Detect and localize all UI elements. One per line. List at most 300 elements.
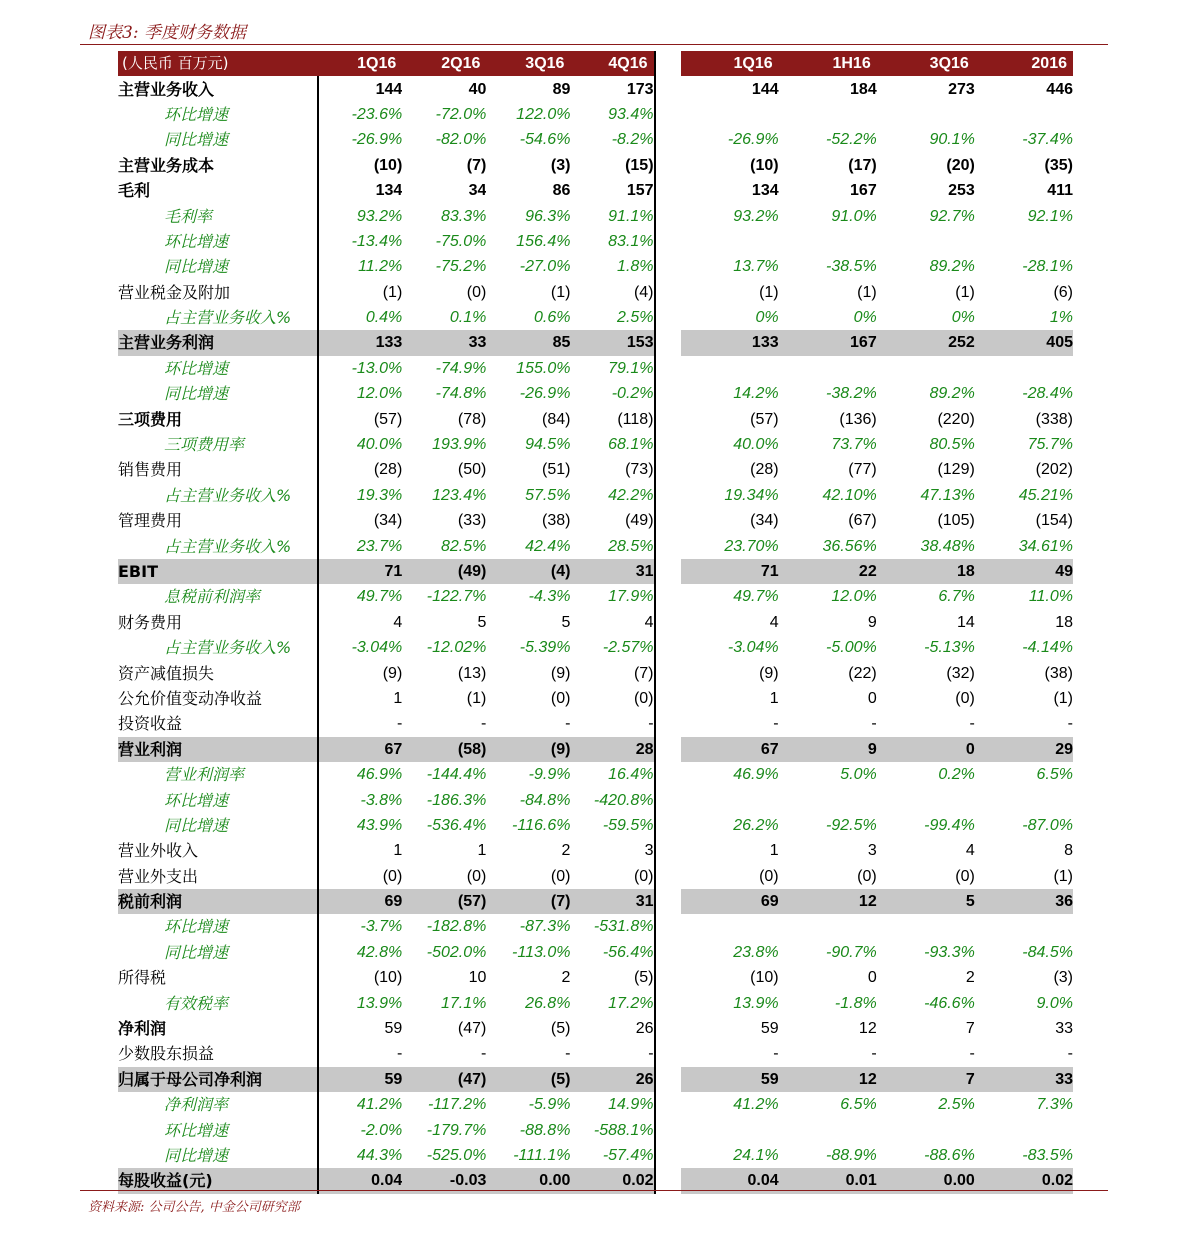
period-value-cell: 26.2% [733,816,779,834]
quarter-value-cell: 1 [477,842,487,860]
row-label: 环比增速 [118,229,318,254]
quarter-value-cell: -3.8% [360,791,403,809]
period-value-cell: -4.14% [1022,639,1073,657]
period-value-cell: 23.8% [733,943,779,961]
quarter-value-cell: -57.4% [602,1146,654,1164]
period-value-cell: (154) [1035,512,1073,530]
period-value-cell: (34) [750,512,779,530]
quarter-value-cell: 156.4% [516,232,571,250]
quarter-value-cell: 42.2% [608,486,654,504]
table-row [118,508,1073,533]
quarter-value-cell: 69 [318,889,402,914]
header-period: 1H16 [779,51,877,76]
period-value-cell: -3.04% [727,639,779,657]
quarter-value-cell: -531.8% [593,918,654,936]
period-value-cell: 33 [975,1067,1073,1092]
quarter-value-cell: (57) [402,889,486,914]
period-value-cell: (1) [759,283,779,301]
period-value-cell: -37.4% [1022,131,1073,149]
period-value-cell [877,1117,975,1142]
quarter-value-cell: 13.9% [356,994,403,1012]
period-value-cell: (17) [848,156,877,174]
quarter-value-cell: -59.5% [602,816,654,834]
quarter-value-cell: 1 [393,689,403,707]
quarter-value-cell: (9) [382,664,403,682]
quarter-value-cell: -27.0% [519,258,571,276]
row-label: 净利润 [118,1016,318,1041]
table-row [118,533,1073,558]
period-value-cell: - [773,715,779,733]
quarter-value-cell: 16.4% [608,766,654,784]
quarter-value-cell: -0.2% [611,385,654,403]
period-value-cell: 47.13% [920,486,975,504]
quarter-value-cell: (57) [373,410,403,428]
quarter-value-cell: - [565,1045,571,1063]
header-quarter: 4Q16 [570,51,654,76]
table-row [118,76,1073,101]
title-divider [80,44,1108,45]
period-value-cell [779,787,877,812]
quarter-value-cell: 44.3% [356,1146,403,1164]
quarter-value-cell: 40 [468,80,487,98]
period-value-cell: (0) [955,689,975,707]
column-gap [655,280,681,305]
period-value-cell: - [969,715,975,733]
quarter-value-cell: 71 [318,559,402,584]
table-row [118,711,1073,736]
table-row [118,787,1073,812]
quarter-value-cell: 28 [570,737,654,762]
row-label: 同比增速 [118,940,318,965]
quarter-value-cell: (0) [633,689,654,707]
quarter-value-cell: 93.2% [356,207,403,225]
period-value-cell: 0.00 [877,1168,975,1193]
period-value-cell: -38.5% [826,258,877,276]
row-label: 所得税 [118,965,318,990]
column-gap [655,686,681,711]
period-value-cell: 446 [1046,80,1073,98]
quarter-value-cell: -74.9% [435,359,487,377]
period-value-cell: 0.04 [681,1168,779,1193]
period-value-cell: 9 [779,737,877,762]
period-value-cell: 11.0% [1028,588,1073,606]
column-gap [655,914,681,939]
period-value-cell: 40.0% [733,436,779,454]
quarter-value-cell: 0.02 [570,1168,654,1193]
period-value-cell: 0% [853,309,877,327]
table-row [118,1016,1073,1041]
column-gap [655,787,681,812]
period-value-cell: (67) [848,512,877,530]
period-value-cell: 18 [1055,613,1073,631]
row-label: 营业税金及附加 [118,280,318,305]
period-value-cell [877,229,975,254]
quarter-value-cell: -9.9% [528,766,571,784]
quarter-value-cell: 2.5% [617,309,654,327]
column-gap [655,533,681,558]
period-value-cell: 92.1% [1027,207,1073,225]
row-label: 税前利润 [118,889,318,914]
period-value-cell [975,787,1073,812]
quarter-value-cell: 82.5% [440,537,487,555]
column-gap [655,889,681,914]
table-row [118,102,1073,127]
period-value-cell: 89.2% [929,258,975,276]
table-row [118,203,1073,228]
period-value-cell [779,914,877,939]
table-row [118,305,1073,330]
period-value-cell: 91.0% [831,207,877,225]
column-gap [655,838,681,863]
row-label: 少数股东损益 [118,1041,318,1066]
table-row [118,280,1073,305]
quarter-value-cell: (4) [486,559,570,584]
column-gap [655,990,681,1015]
period-value-cell: 7.3% [1036,1096,1073,1114]
column-gap [655,203,681,228]
quarter-value-cell: -13.4% [351,232,403,250]
period-value-cell [975,102,1073,127]
period-value-cell: 59 [681,1067,779,1092]
quarter-value-cell: -179.7% [426,1121,487,1139]
quarter-value-cell: 42.4% [525,537,571,555]
column-gap [655,737,681,762]
period-value-cell: 13.9% [733,994,779,1012]
column-gap [655,76,681,101]
period-value-cell: 12 [779,1067,877,1092]
column-gap [655,330,681,355]
table-row [118,1067,1073,1092]
table-row [118,813,1073,838]
column-gap [655,406,681,431]
quarter-value-cell: 42.8% [356,943,403,961]
quarter-value-cell: (7) [633,664,654,682]
period-value-cell [877,787,975,812]
quarter-value-cell: 5 [561,613,571,631]
quarter-value-cell: (0) [550,867,571,885]
quarter-value-cell: 83.3% [440,207,487,225]
quarter-value-cell: 85 [486,330,570,355]
quarter-value-cell: 134 [375,182,403,200]
quarter-value-cell: -116.6% [512,816,571,834]
period-value-cell: (9) [759,664,779,682]
column-gap [655,229,681,254]
financial-table [118,51,1073,1194]
quarter-value-cell: (1) [550,283,571,301]
quarter-value-cell: (49) [625,512,654,530]
header-period: 3Q16 [877,51,975,76]
period-value-cell: 252 [877,330,975,355]
column-gap [655,178,681,203]
period-value-cell: - [969,1045,975,1063]
period-value-cell [779,229,877,254]
quarter-value-cell: -26.9% [351,131,403,149]
period-value-cell: (1) [1053,689,1073,707]
column-gap [655,1143,681,1168]
table-row [118,889,1073,914]
quarter-value-cell: - [648,715,654,733]
quarter-value-cell: (38) [541,512,571,530]
column-gap [655,305,681,330]
quarter-value-cell: -5.39% [519,639,571,657]
header-period: 1Q16 [681,51,779,76]
period-value-cell: (3) [1053,969,1073,987]
table-row [118,153,1073,178]
quarter-value-cell: 155.0% [516,359,571,377]
quarter-value-cell: 10 [468,969,487,987]
period-value-cell: 6.7% [938,588,975,606]
table-row [118,610,1073,635]
quarter-value-cell: - [481,1045,487,1063]
period-value-cell: 9 [867,613,877,631]
period-value-cell: 73.7% [831,436,877,454]
period-value-cell: -93.3% [924,943,975,961]
period-value-cell [681,1117,779,1142]
period-value-cell: 29 [975,737,1073,762]
table-row [118,940,1073,965]
period-value-cell: 2.5% [938,1096,975,1114]
quarter-value-cell: (10) [373,969,403,987]
quarter-value-cell: 0.1% [449,309,487,327]
period-value-cell [779,356,877,381]
quarter-value-cell: -122.7% [426,588,487,606]
row-label: 同比增速 [118,127,318,152]
period-value-cell: 0.02 [975,1168,1073,1193]
header-quarter: 1Q16 [318,51,402,76]
quarter-value-cell: 83.1% [608,232,654,250]
table-row [118,1041,1073,1066]
period-value-cell: 144 [751,80,779,98]
column-gap [655,153,681,178]
period-value-cell: 22 [779,559,877,584]
period-value-cell: 12.0% [831,588,877,606]
period-value-cell [681,102,779,127]
period-value-cell: 5.0% [840,766,877,784]
column-gap [655,1092,681,1117]
period-value-cell: 46.9% [733,766,779,784]
row-label: 主营业务利润 [118,330,318,355]
quarter-value-cell: 33 [402,330,486,355]
period-value-cell: 33 [1055,1020,1073,1038]
header-gap [655,51,681,76]
period-value-cell [681,787,779,812]
quarter-value-cell: 40.0% [356,436,403,454]
period-value-cell: 134 [751,182,779,200]
column-gap [655,813,681,838]
table-row [118,381,1073,406]
quarter-value-cell: -12.02% [426,639,487,657]
period-value-cell: 0.01 [779,1168,877,1193]
period-value-cell: 80.5% [929,436,975,454]
quarter-value-cell: (51) [541,461,571,479]
quarter-value-cell: (9) [550,664,571,682]
row-label: 归属于母公司净利润 [118,1067,318,1092]
period-value-cell: (32) [946,664,975,682]
period-value-cell: 19.34% [724,486,779,504]
table-row [118,965,1073,990]
period-value-cell [877,102,975,127]
period-value-cell: 49.7% [733,588,779,606]
column-gap [655,965,681,990]
period-value-cell: (338) [1035,410,1073,428]
quarter-value-cell: (73) [625,461,654,479]
quarter-value-cell: 93.4% [608,105,654,123]
table-row [118,838,1073,863]
period-value-cell: 4 [965,842,975,860]
column-gap [655,127,681,152]
period-value-cell: 92.7% [929,207,975,225]
period-value-cell: -5.00% [826,639,877,657]
quarter-value-cell: 26 [635,1020,654,1038]
quarter-value-cell: (10) [373,156,403,174]
period-value-cell: 75.7% [1027,436,1073,454]
table-row [118,660,1073,685]
quarter-value-cell: 46.9% [356,766,403,784]
period-value-cell: 133 [681,330,779,355]
quarter-value-cell: 23.7% [356,537,403,555]
row-label: 三项费用率 [118,432,318,457]
period-value-cell [975,229,1073,254]
period-value-cell: - [1067,715,1073,733]
quarter-value-cell: -54.6% [519,131,571,149]
column-gap [655,381,681,406]
row-label: 同比增速 [118,1143,318,1168]
quarter-value-cell: -88.8% [519,1121,571,1139]
period-value-cell: 184 [850,80,877,98]
quarter-value-cell: 26.8% [525,994,571,1012]
period-value-cell: 67 [681,737,779,762]
quarter-value-cell: -72.0% [435,105,487,123]
quarter-value-cell: 49.7% [356,588,403,606]
row-label: 投资收益 [118,711,318,736]
row-label: 营业利润 [118,737,318,762]
period-value-cell: 89.2% [929,385,975,403]
quarter-value-cell: 4 [393,613,403,631]
row-label: 管理费用 [118,508,318,533]
quarter-value-cell: -117.2% [427,1096,487,1114]
quarter-value-cell: 5 [477,613,487,631]
row-label: 环比增速 [118,356,318,381]
quarter-value-cell: (1) [466,689,487,707]
quarter-value-cell: (34) [373,512,403,530]
row-label: 营业利润率 [118,762,318,787]
period-value-cell: 41.2% [733,1096,779,1114]
quarter-value-cell: (50) [457,461,487,479]
period-value-cell: -5.13% [924,639,975,657]
quarter-value-cell: -111.1% [513,1146,571,1164]
table-row [118,1092,1073,1117]
period-value-cell: (20) [946,156,975,174]
quarter-value-cell: -8.2% [611,131,654,149]
row-label: 环比增速 [118,1117,318,1142]
period-value-cell: 93.2% [733,207,779,225]
quarter-value-cell: (33) [457,512,487,530]
quarter-value-cell: -186.3% [426,791,487,809]
period-value-cell: (0) [759,867,779,885]
table-row [118,432,1073,457]
period-value-cell [975,356,1073,381]
period-value-cell: (220) [937,410,975,428]
period-value-cell: 18 [877,559,975,584]
period-value-cell: (0) [857,867,877,885]
period-value-cell: 90.1% [929,131,975,149]
quarter-value-cell: 68.1% [608,436,654,454]
table-header-row [118,51,1073,76]
row-label: 财务费用 [118,610,318,635]
period-value-cell: 8 [1064,842,1073,860]
column-gap [655,940,681,965]
period-value-cell: (10) [750,156,779,174]
row-label: 毛利率 [118,203,318,228]
period-value-cell: 273 [948,80,975,98]
period-value-cell: 13.7% [733,258,779,276]
period-value-cell: -1.8% [834,994,877,1012]
quarter-value-cell: (78) [457,410,487,428]
period-value-cell: 167 [850,182,877,200]
quarter-value-cell: (0) [550,689,571,707]
table-row [118,483,1073,508]
row-label: 有效税率 [118,990,318,1015]
period-value-cell: -90.7% [826,943,877,961]
period-value-cell: -28.1% [1022,258,1073,276]
quarter-value-cell: 57.5% [525,486,571,504]
period-value-cell: 23.70% [724,537,779,555]
period-value-cell: -46.6% [924,994,975,1012]
period-value-cell: 1% [1049,309,1073,327]
table-row [118,737,1073,762]
column-gap [655,660,681,685]
row-label: 三项费用 [118,406,318,431]
quarter-value-cell: -113.0% [512,943,571,961]
period-value-cell: 42.10% [822,486,877,504]
quarter-value-cell: -182.8% [426,918,487,936]
quarter-value-cell: 2 [561,969,571,987]
quarter-value-cell: (3) [550,156,571,174]
period-value-cell: 9.0% [1036,994,1073,1012]
period-value-cell: 34.61% [1018,537,1073,555]
period-value-cell: 14.2% [733,385,779,403]
period-value-cell: 14 [957,613,975,631]
period-value-cell: -99.4% [924,816,975,834]
row-label: 营业外支出 [118,864,318,889]
column-gap [655,1067,681,1092]
quarter-value-cell: (58) [402,737,486,762]
row-label: 每股收益(元) [118,1168,318,1193]
period-value-cell [779,1117,877,1142]
period-value-cell [975,914,1073,939]
row-label: 净利润率 [118,1092,318,1117]
quarter-value-cell: -536.4% [426,816,487,834]
quarter-value-cell: -23.6% [351,105,403,123]
period-value-cell: 36.56% [822,537,877,555]
column-gap [655,1041,681,1066]
column-gap [655,432,681,457]
quarter-value-cell: 91.1% [608,207,654,225]
row-label: 占主营业务收入% [118,533,318,558]
quarter-value-cell: -75.2% [435,258,487,276]
quarter-value-cell: - [565,715,571,733]
quarter-value-cell: -0.03 [402,1168,486,1193]
period-value-cell [877,914,975,939]
row-label: 占主营业务收入% [118,483,318,508]
column-gap [655,584,681,609]
quarter-value-cell: 59 [318,1067,402,1092]
quarter-value-cell: 41.2% [356,1096,403,1114]
quarter-value-cell: -75.0% [435,232,487,250]
quarter-value-cell: -74.8% [435,385,487,403]
period-value-cell: (57) [750,410,779,428]
quarter-value-cell: 14.9% [608,1096,654,1114]
